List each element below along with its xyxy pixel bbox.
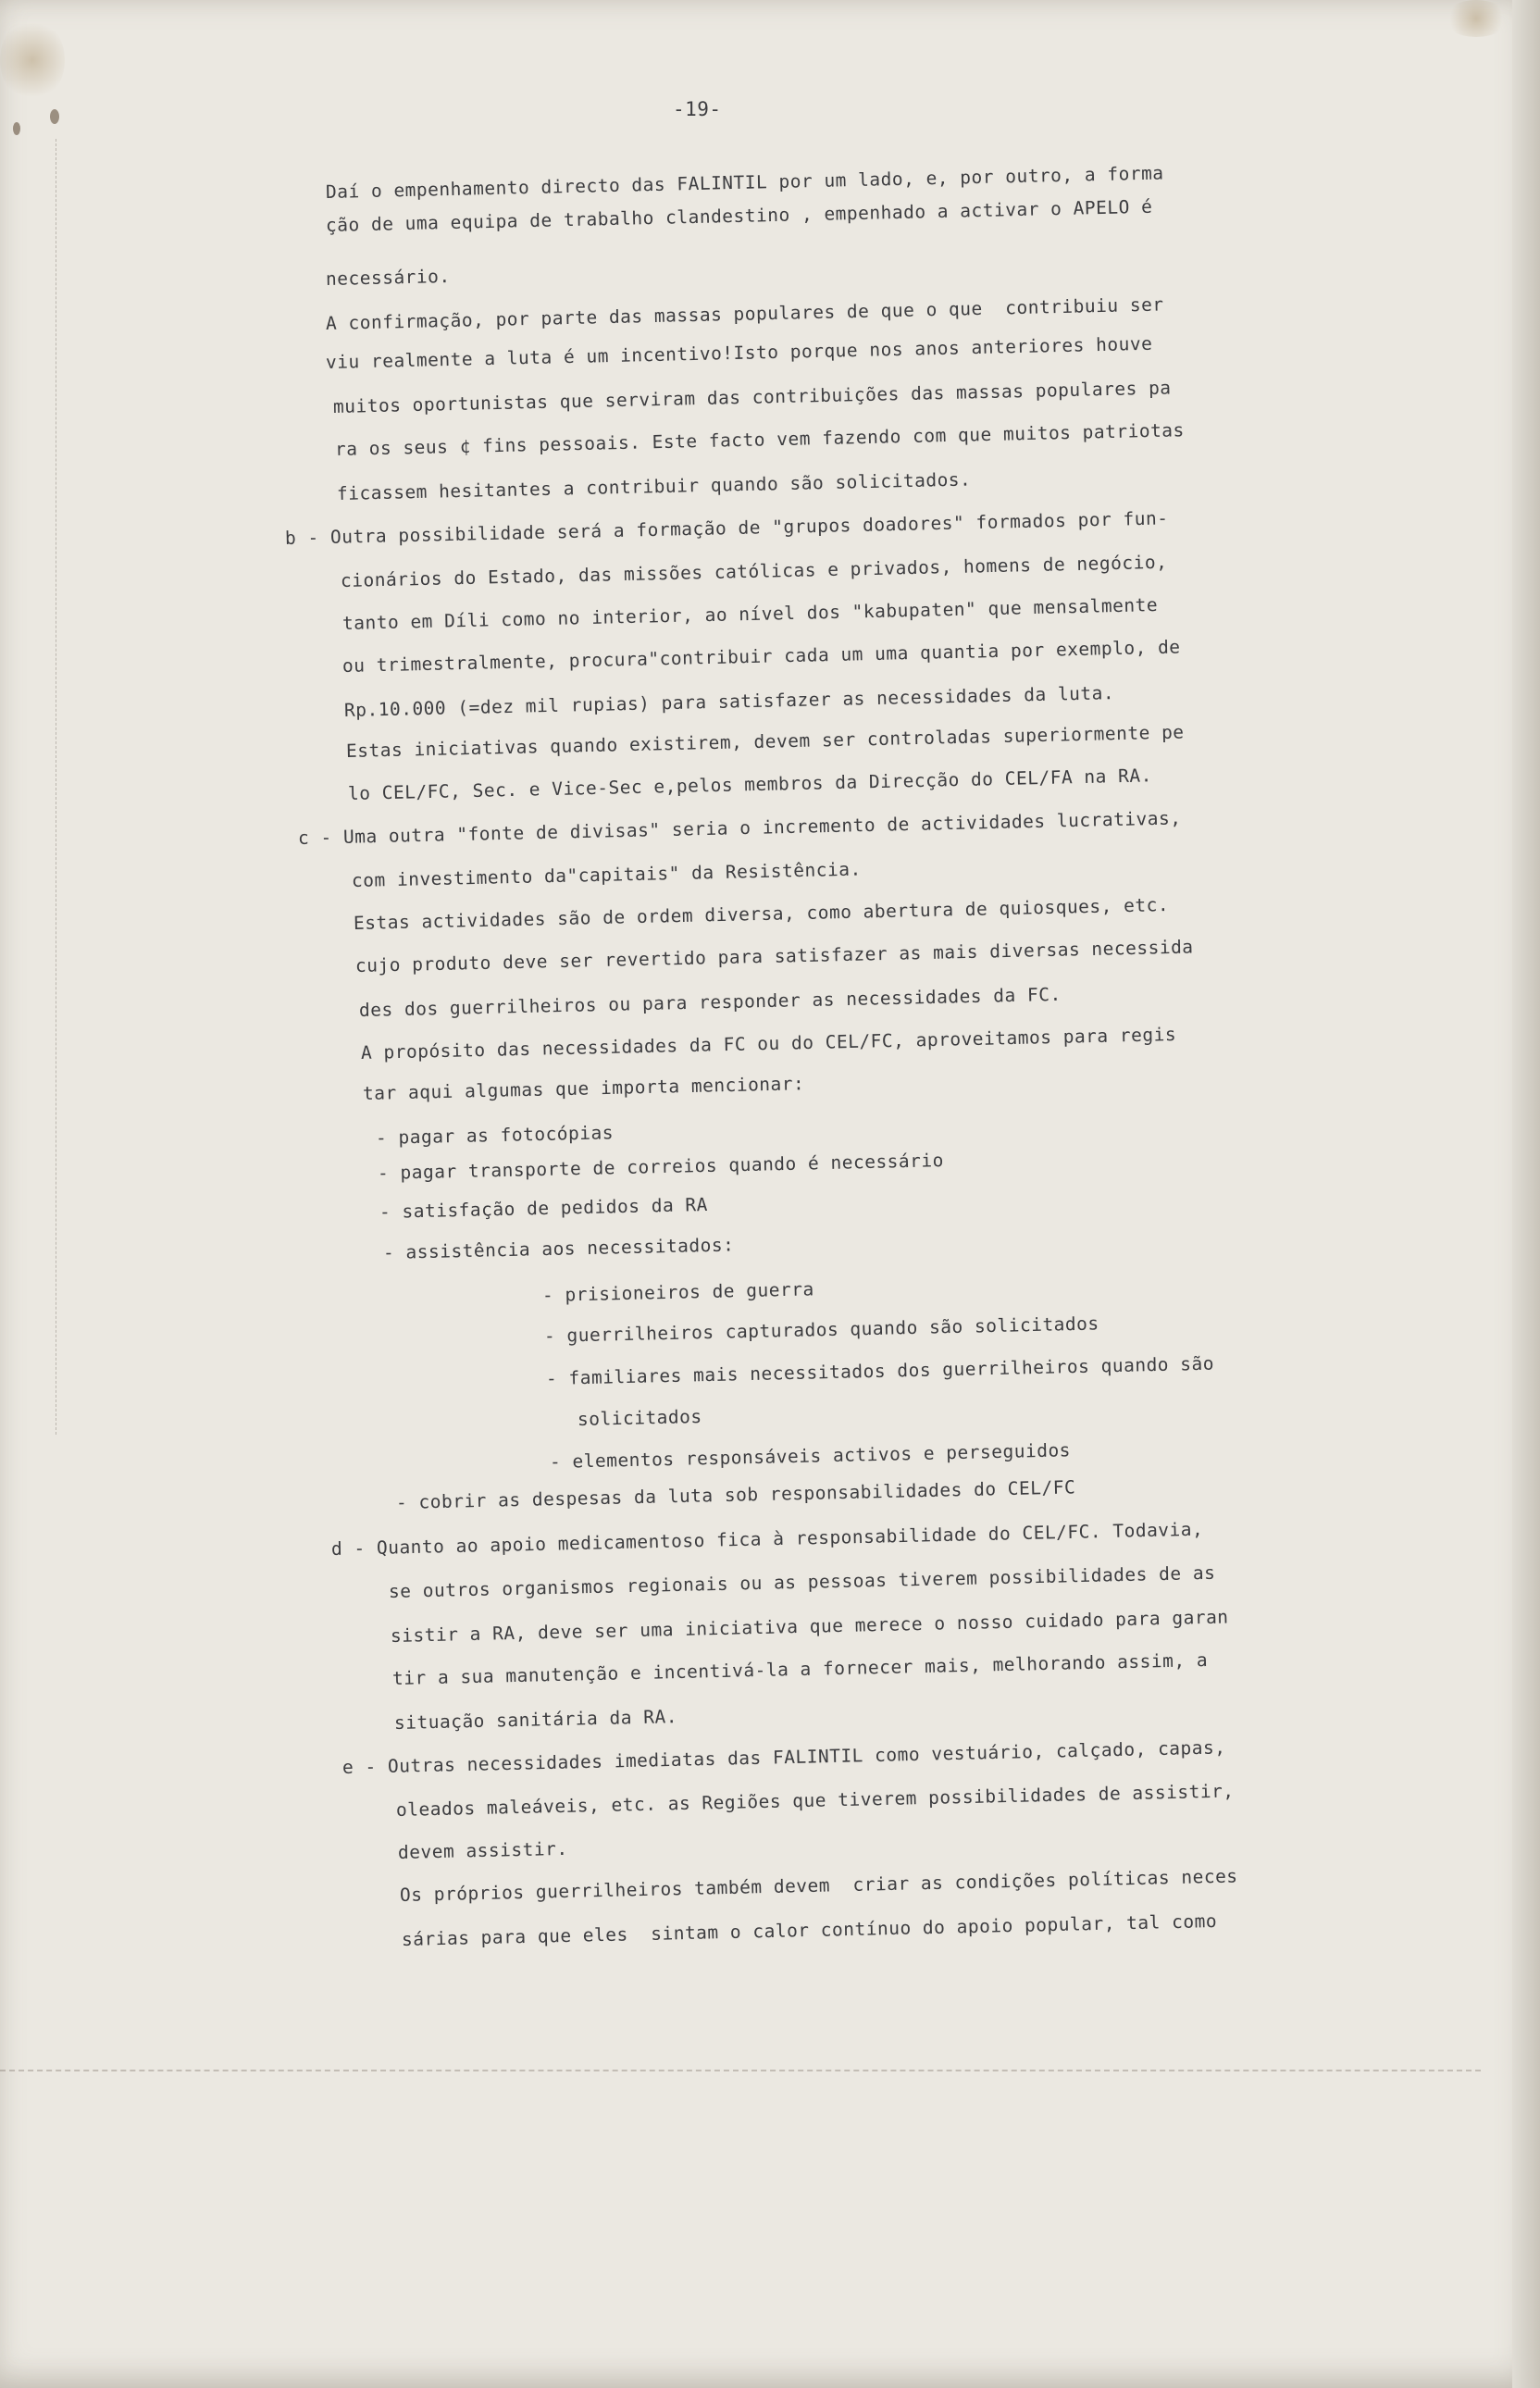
text-line: ou trimestralmente, procura"contribuir cada um uma quantia por exemplo, de	[342, 636, 1181, 677]
sub-list-item: - prisioneiros de guerra	[541, 1278, 814, 1306]
text-line: cujo produto deve ser revertido para satisfazer as mais diversas necessida	[354, 936, 1194, 976]
text-line: A confirmação, por parte das massas populares de que o que contribuiu ser	[325, 293, 1164, 334]
text-line: com investimento da"capitais" da Resistência.	[351, 858, 862, 891]
text-line: Os próprios guerrilheiros também devem criar as condições políticas neces	[399, 1865, 1238, 1906]
text-line: Estas actividades são de ordem diversa, como abertura de quiosques, etc.	[353, 894, 1170, 934]
text-line: ficassem hesitantes a contribuir quando são solicitados.	[336, 468, 972, 504]
text-line: e - Outras necessidades imediatas das FALINTIL como vestuário, calçado, capas,	[342, 1736, 1226, 1778]
text-line: c - Uma outra "fonte de divisas" seria o incremento de actividades lucrativas,	[297, 807, 1182, 849]
text-line: muitos oportunistas que serviram das contribuições das massas populares pa	[332, 377, 1172, 417]
text-line: Daí o empenhamento directo das FALINTIL por um lado, e, por outro, a forma	[325, 162, 1164, 203]
list-item: - pagar transporte de correios quando é necessário	[377, 1150, 945, 1184]
text-line: d - Quanto ao apoio medicamentoso fica à responsabilidade do CEL/FC. Todavia,	[330, 1518, 1204, 1560]
text-line: tir a sua manutenção e incentivá-la a fornecer mais, melhorando assim, a	[391, 1649, 1209, 1689]
text-line: des dos guerrilheiros ou para responder as necessidades da FC.	[358, 983, 1062, 1021]
page-number: -19-	[673, 98, 722, 120]
text-line: viu realmente a luta é um incentivo!Isto porque nos anos anteriores houve	[325, 332, 1153, 373]
list-item: - assistência aos necessitados:	[382, 1234, 735, 1263]
text-line: ra os seus ¢ fins pessoais. Este facto vem fazendo com que muitos patriotas	[334, 419, 1186, 460]
text-line: cionários do Estado, das missões católicas e privados, homens de negócio,	[340, 551, 1168, 591]
text-line: A propósito das necessidades da FC ou do CEL/FC, aproveitamos para regis	[360, 1024, 1177, 1063]
text-line: necessário.	[325, 265, 451, 290]
list-item: - cobrir as despesas da luta sob responsabilidades do CEL/FC	[395, 1476, 1076, 1513]
text-line: sárias para que eles sintam o calor contínuo do apoio popular, tal como	[401, 1910, 1218, 1950]
text-line: situação sanitária da RA.	[393, 1706, 678, 1734]
text-line: b - Outra possibilidade será a formação de "grupos doadores" formados por fun-	[284, 507, 1169, 549]
text-line: ção de uma equipa de trabalho clandestino , empenhado a activar o APELO é	[325, 195, 1153, 236]
text-line: devem assistir.	[397, 1837, 568, 1863]
text-line: se outros organismos regionais ou as pessoas tiverem possibilidades de as	[388, 1561, 1216, 1602]
sub-list-item: - familiares mais necessitados dos guerrilheiros quando são	[545, 1352, 1215, 1389]
text-line: lo CEL/FC, Sec. e Vice-Sec e,pelos membros da Direcção do CEL/FA na RA.	[347, 765, 1153, 804]
text-line: oleados maleáveis, etc. as Regiões que tiverem possibilidades de assistir,	[395, 1780, 1235, 1821]
text-line: Rp.10.000 (=dez mil rupias) para satisfazer as necessidades da luta.	[343, 682, 1115, 721]
sub-list-item: solicitados	[577, 1405, 702, 1430]
text-line: tanto em Díli como no interior, ao nível dos "kabupaten" que mensalmente	[342, 594, 1159, 634]
sub-list-item: - guerrilheiros capturados quando são solicitados	[543, 1312, 1099, 1347]
list-item: - pagar as fotocópias	[375, 1122, 615, 1149]
text-line: Estas iniciativas quando existirem, devem ser controladas superiormente pe	[345, 721, 1185, 762]
list-item: - satisfação de pedidos da RA	[379, 1193, 709, 1223]
sub-list-item: - elementos responsáveis activos e perseguidos	[549, 1439, 1072, 1473]
text-line: tar aqui algumas que importa mencionar:	[362, 1073, 805, 1104]
text-line: sistir a RA, deve ser uma iniciativa que merece o nosso cuidado para garan	[390, 1606, 1229, 1647]
